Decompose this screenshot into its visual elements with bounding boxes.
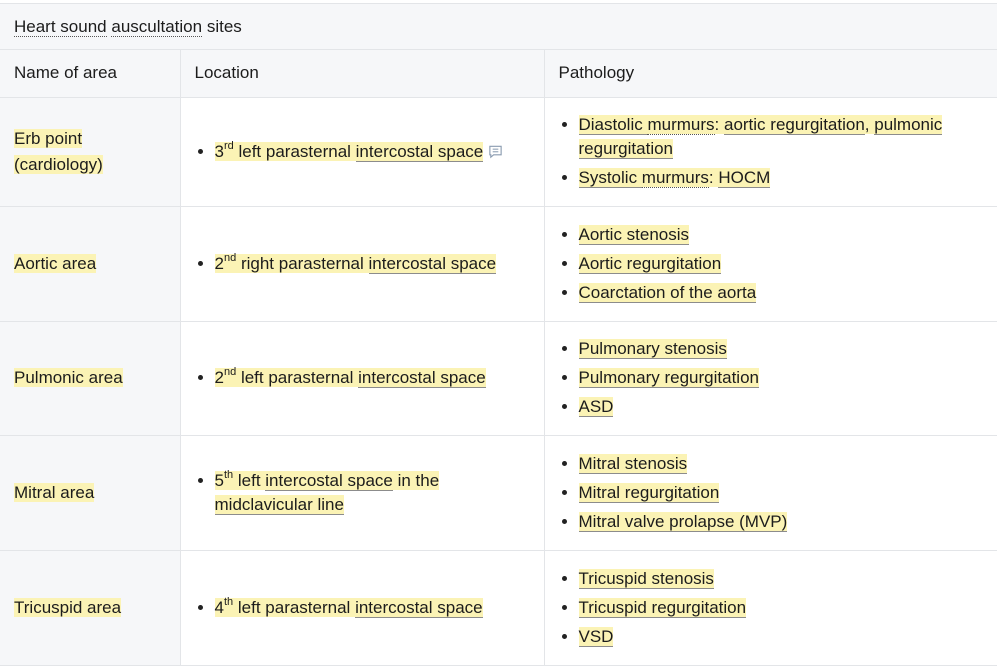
area-name: Erb point	[14, 128, 83, 148]
pathology-item	[579, 113, 983, 161]
pathology-item	[579, 337, 983, 361]
loc-text: left parasternal	[233, 141, 356, 161]
loc-ordinal: nd	[223, 366, 237, 379]
loc-number: 5	[214, 470, 224, 490]
pathology-link[interactable]: Mitral regurgitation	[578, 482, 720, 502]
loc-number: 2	[214, 368, 224, 387]
intercostal-space-link[interactable]: intercostal space	[368, 253, 497, 273]
location-cell	[180, 435, 544, 550]
pathology-item	[579, 223, 983, 247]
location-item	[215, 596, 530, 620]
pathology-link[interactable]: Tricuspid regurgitation	[578, 597, 747, 617]
location-cell	[180, 550, 544, 665]
header-row	[0, 50, 997, 97]
pulmonic-regurgitation-link[interactable]: pulmonic regurgitation	[578, 115, 943, 158]
caption-suffix: sites	[202, 16, 242, 36]
pathology-link[interactable]: Mitral stenosis	[578, 453, 688, 473]
pathology-cell	[544, 435, 997, 550]
murmurs-link[interactable]: murmurs	[647, 115, 715, 134]
caption-link-heart-sound[interactable]: Heart sound	[14, 16, 107, 36]
table-row	[0, 435, 997, 550]
area-name-cell	[0, 206, 180, 321]
intercostal-space-link[interactable]: intercostal space	[355, 141, 484, 161]
intercostal-space-link[interactable]: intercostal space	[355, 597, 483, 617]
loc-ordinal: th	[223, 595, 234, 608]
location-cell	[180, 321, 544, 435]
intercostal-space-link[interactable]: intercostal space	[265, 470, 393, 490]
pathology-item	[579, 567, 983, 591]
pathology-link[interactable]: VSD	[578, 626, 614, 646]
colon: :	[708, 168, 719, 187]
intercostal-space-link[interactable]: intercostal space	[358, 368, 486, 387]
loc-text: in the	[392, 470, 440, 490]
area-name: Pulmonic area	[14, 368, 123, 387]
colon: :	[714, 115, 724, 134]
area-name-cell	[0, 435, 180, 550]
pathology-item	[579, 510, 983, 534]
pathology-item	[579, 481, 983, 505]
midclavicular-line-link[interactable]: midclavicular line	[214, 494, 344, 514]
pathology-item	[579, 395, 983, 419]
murmurs-link[interactable]: murmurs	[641, 168, 709, 187]
location-item	[215, 140, 530, 164]
pathology-item	[579, 252, 983, 276]
area-name-cell	[0, 97, 180, 206]
caption-link-auscultation[interactable]: auscultation	[111, 16, 203, 36]
loc-text: left parasternal	[236, 368, 359, 387]
loc-text: left	[233, 470, 266, 490]
pathology-link[interactable]: Tricuspid stenosis	[578, 568, 714, 588]
loc-number: 3	[214, 141, 224, 161]
table-row	[0, 97, 997, 206]
location-item	[215, 469, 530, 517]
pathology-cell	[544, 321, 997, 435]
auscultation-table	[0, 3, 997, 666]
area-name-cell	[0, 550, 180, 665]
col-header-pathology: Pathology	[544, 50, 997, 97]
table-row	[0, 550, 997, 665]
hocm-link[interactable]: HOCM	[718, 168, 771, 187]
area-name: Mitral area	[14, 482, 95, 502]
pathology-link[interactable]: ASD	[578, 397, 614, 416]
data-table	[0, 50, 997, 666]
area-name: Tricuspid area	[14, 597, 122, 617]
pathology-item	[579, 166, 983, 190]
pathology-link[interactable]: Mitral valve prolapse (MVP)	[578, 511, 788, 531]
loc-ordinal: nd	[223, 251, 237, 264]
systolic-link[interactable]: Systolic	[578, 168, 642, 187]
col-header-name: Name of area	[0, 50, 180, 97]
pathology-link[interactable]: Aortic regurgitation	[578, 253, 722, 273]
pathology-link[interactable]: Pulmonary stenosis	[578, 339, 727, 358]
location-item	[215, 366, 530, 390]
pathology-link[interactable]: Pulmonary regurgitation	[578, 368, 759, 387]
area-name-cell	[0, 321, 180, 435]
pathology-item	[579, 596, 983, 620]
pathology-item	[579, 452, 983, 476]
loc-ordinal: rd	[223, 139, 234, 152]
comma: ,	[864, 115, 875, 134]
loc-number: 2	[214, 253, 224, 273]
table-row	[0, 206, 997, 321]
table-caption	[0, 3, 997, 50]
pathology-cell	[544, 206, 997, 321]
diastolic-link[interactable]: Diastolic	[578, 115, 648, 134]
aortic-regurgitation-link[interactable]: aortic regurgitation	[723, 115, 865, 134]
area-name: Aortic area	[14, 253, 97, 273]
pathology-item	[579, 625, 983, 649]
note-icon[interactable]	[488, 144, 503, 159]
location-item	[215, 252, 530, 276]
caption-text	[14, 17, 242, 37]
loc-text: right parasternal	[236, 253, 369, 273]
pathology-cell	[544, 97, 997, 206]
pathology-item	[579, 366, 983, 390]
pathology-item	[579, 281, 983, 305]
col-header-location: Location	[180, 50, 544, 97]
location-cell	[180, 97, 544, 206]
table-row	[0, 321, 997, 435]
area-name-qualifier: (cardiology)	[14, 154, 103, 174]
loc-text: left parasternal	[233, 597, 356, 617]
pathology-link[interactable]: Coarctation of the aorta	[578, 282, 757, 302]
pathology-cell	[544, 550, 997, 665]
pathology-link[interactable]: Aortic stenosis	[578, 224, 690, 244]
loc-ordinal: th	[223, 468, 234, 481]
loc-number: 4	[214, 597, 224, 617]
location-cell	[180, 206, 544, 321]
